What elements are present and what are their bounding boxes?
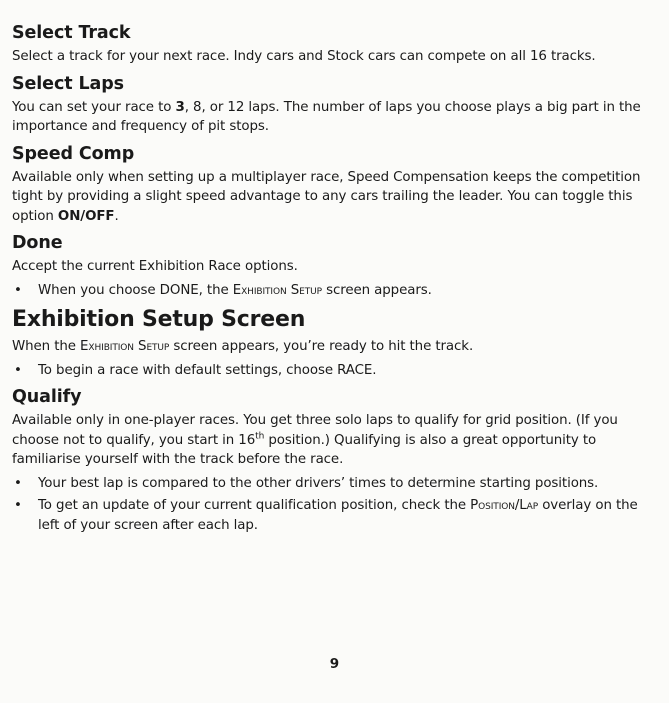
list-item: • To begin a race with default settings, choose RACE. [12,361,647,381]
text-exhibition-end: screen appears, you’re ready to hit the track. [169,339,474,354]
list-item: • Your best lap is compared to the other drivers’ times to determine starting positions. [12,474,647,494]
bullet-done-start: When you choose DONE, the [38,282,233,298]
bullet-qualify-end: overlay on the left of your screen after each lap. [38,498,638,533]
heading-exhibition-setup-screen: Exhibition Setup Screen [12,307,306,332]
text-qualify [12,411,647,470]
text-exhibition-setup [12,337,647,357]
section-select-track [12,22,647,67]
text-select-track: Select a track for your next race. Indy cars and Stock cars can compete on all 16 tracks. [12,49,596,64]
screen-name-exhibition-setup-2: Exhibition Setup [80,339,170,354]
overlay-name-position-lap: Position/Lap [470,498,539,513]
heading-done: Done [12,233,63,253]
screen-name-exhibition-setup: Exhibition Setup [232,282,322,298]
text-select-laps [12,98,647,137]
page-number: 9 [329,656,340,672]
section-qualify [12,386,647,535]
text-qualify-end: position.) Qualifying is also a great opportunity to familiarise yourself with the track before the race. [12,432,597,467]
list-qualify [12,474,647,536]
toggle-on-off-label: ON/OFF [57,208,115,224]
laps-default-value: 3 [175,99,185,115]
section-exhibition-setup [12,306,647,380]
heading-qualify: Qualify [12,387,82,407]
list-done [12,281,647,301]
heading-speed-comp: Speed Comp [12,143,135,164]
text-select-laps-start: You can set your race to [12,99,176,115]
list-item [12,496,647,535]
list-exhibition [12,361,647,381]
text-speed-comp [12,168,647,227]
text-select-laps-end: , 8, or 12 laps. The number of laps you choose plays a big part in the importance and frequency of pit stops. [12,99,641,134]
section-select-laps [12,73,647,137]
text-qualify-start: Available only in one-player races. You get three solo laps to qualify for grid position. (If you choose not to qualify, you start in 16 [12,413,618,448]
section-done [12,232,647,300]
text-speed-comp-start: Available only when setting up a multiplayer race, Speed Compensation keeps the competition tight by providing a slight speed advantage to any cars trailing the leader. You can toggle this option [12,169,641,224]
bullet-done-end: screen appears. [321,282,432,298]
heading-select-laps: Select Laps [12,73,124,94]
text-done: Accept the current Exhibition Race options. [12,259,298,274]
bullet-qualify-start: To get an update of your current qualification position, check the [38,498,471,513]
heading-select-track: Select Track [12,23,131,43]
text-exhibition-start: When the [12,339,81,354]
list-item [12,281,647,301]
ordinal-suffix: th [255,431,265,442]
text-speed-comp-end: . [114,208,119,224]
section-speed-comp [12,143,647,227]
